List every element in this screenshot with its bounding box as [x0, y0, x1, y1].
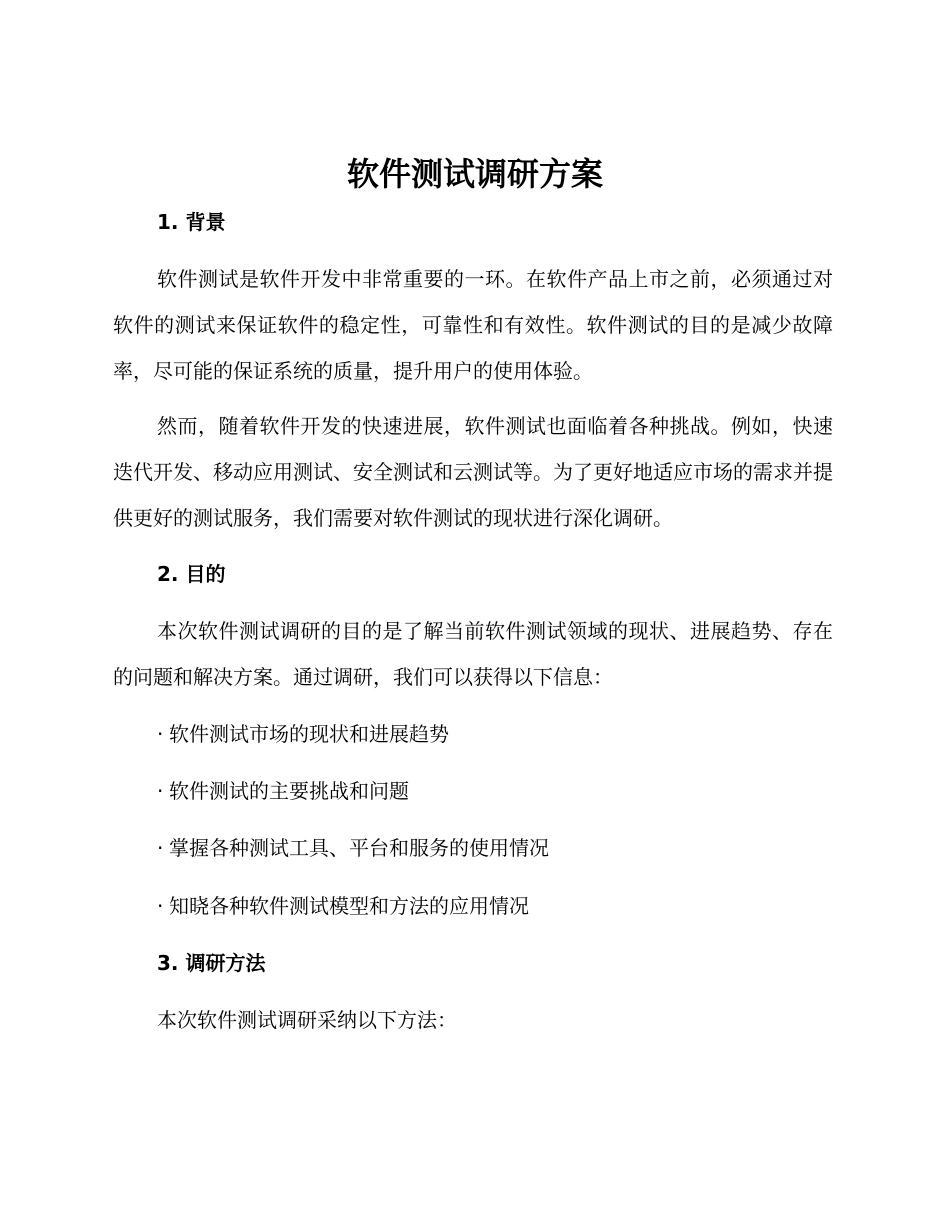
- document-title: 软件测试调研方案: [346, 155, 603, 193]
- section-heading-method: 3. 调研方法: [157, 951, 266, 975]
- list-item-text: 软件测试的主要挑战和问题: [169, 779, 409, 803]
- bullet-icon: ·: [157, 894, 164, 918]
- section-heading-purpose: 2. 目的: [157, 562, 226, 586]
- section-heading-background: 1. 背景: [157, 210, 226, 234]
- list-item-text: 掌握各种测试工具、平台和服务的使用情况: [169, 836, 549, 860]
- paragraph-method: 本次软件测试调研采纳以下方法：: [157, 1008, 457, 1032]
- paragraph-purpose: 本次软件测试调研的目的是了解当前软件测试领域的现状、进展趋势、存在的问题和解决方案。通过调研，我们可以获得以下信息：: [113, 619, 833, 689]
- bullet-icon: ·: [157, 836, 164, 860]
- list-item: [157, 719, 449, 749]
- paragraph-background-1: 软件测试是软件开发中非常重要的一环。在软件产品上市之前，必须通过对软件的测试来保证软件的稳定性，可靠性和有效性。软件测试的目的是减少故障率，尽可能的保证系统的质量，提升用户的使用体验。: [113, 267, 833, 383]
- list-item-text: 知晓各种软件测试模型和方法的应用情况: [169, 894, 529, 918]
- list-item: [157, 891, 529, 921]
- list-item: [157, 833, 549, 863]
- list-item: [157, 776, 409, 806]
- list-item-text: 软件测试市场的现状和进展趋势: [169, 722, 449, 746]
- paragraph-background-2: 然而，随着软件开发的快速进展，软件测试也面临着各种挑战。例如，快速迭代开发、移动应用测试、安全测试和云测试等。为了更好地适应市场的需求并提供更好的测试服务，我们需要对软件测试的现状进行深化调研。: [113, 414, 833, 530]
- bullet-icon: ·: [157, 779, 164, 803]
- bullet-icon: ·: [157, 722, 164, 746]
